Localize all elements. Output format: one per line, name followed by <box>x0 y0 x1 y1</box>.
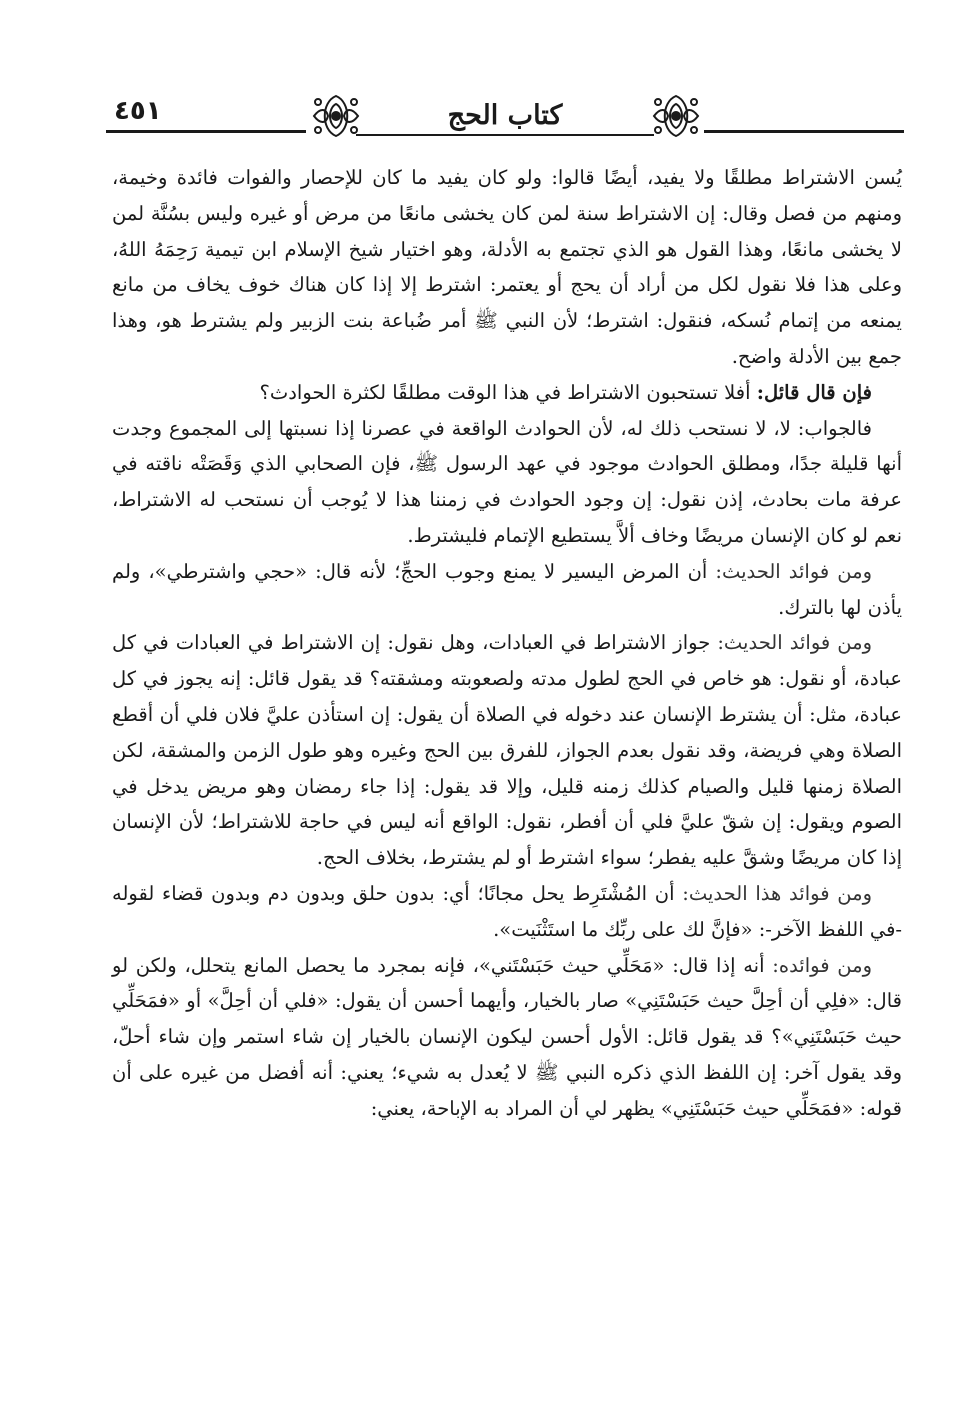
paragraph <box>112 160 902 375</box>
paragraph-text: أن المرض اليسير لا يمنع وجوب الحجِّ؛ لأنه قال: «حجي واشترطي»، ولم يأذن لها بالترك. <box>112 559 902 619</box>
page-number: ٤٥١ <box>114 96 162 126</box>
paragraph-text: أفلا تستحبون الاشتراط في هذا الوقت مطلقًا لكثرة الحوادث؟ <box>259 380 757 404</box>
page-title: كتاب الحج <box>447 100 563 131</box>
paragraph-lead: ومن فوائد الحديث: <box>717 631 872 655</box>
paragraph <box>112 625 902 876</box>
paragraph <box>112 948 902 1127</box>
paragraph-text: جواز الاشتراط في العبادات، وهل نقول: إن الاشتراط في العبادات في كل عبادة، أو نقول: هو خاص في الحج لطول مدته ولصعوبته ومشقته؟ قد يقول قائل: إنه يجوز في كل عبادة، مثل: أن يشترط الإنسان عند دخوله في الصلاة أن يقول: إن استأذن عليَّ فلان فلي أن أقطع الصلاة وهي فريضة، وقد نقول بعدم الجواز، للفرق بين الحج وغيره وهو طول الزمن والمشقة، لكن الصلاة زمنها قليل والصيام كذلك زمنه قليل، وإلا قد يقول: إذا جاء رمضان وهو مريض يدخل في الصوم ويقول: إن شقّ عليَّ فلي أن أفطر، نقول: الواقع أنه ليس في حاجة للاشتراط؛ لأن الإنسان إذا كان مريضًا وشقَّ عليه يفطر؛ سواء اشترط أو لم يشترط، بخلاف الحج. <box>112 631 902 870</box>
paragraph-lead: ومن فوائد هذا الحديث: <box>682 881 872 905</box>
paragraph-text: لا، لا نستحب ذلك له، لأن الحوادث الواقعة في عصرنا إذا نسبتها إلى المجموع وجدت أنها قليلة جدًا، ومطلق الحوادث موجود في عهد الرسول ﷺ، فإن الصحابي الذي وَقَصَتْه ناقته في عرفة مات بحادث، إذن نقول: إن وجود الحوادث في زمننا هذا لا يُوجب أن نستحب له الاشتراط، نعم لو كان الإنسان مريضًا وخاف ألاَّ يستطيع الإتمام فليشترط. <box>112 416 902 547</box>
header-rule-middle <box>356 134 654 136</box>
paragraph-lead: فالجواب: <box>797 416 872 440</box>
paragraph <box>112 554 902 626</box>
paragraph-text: أن المُشْتَرِط يحل مجانًا؛ أي: بدون حلق وبدون دم وبدون قضاء لقوله -في اللفظ الآخر-: «فإنَّ لك على ربِّك ما استَثْنَيت». <box>112 881 902 941</box>
paragraph-text: أنه إذا قال: «مَحَلِّي حيث حَبَسْتَني»، فإنه بمجرد ما يحصل المانع يتحلل، ولكن لو قال: «فلِي أن أحِلَّ حيث حَبَسْتَنِي» صار بالخيار، وأيهما أحسن أن يقول: «فلي أن أحِلَّ» أو «فمَحَلِّي حيث حَبَسْتَنِي»؟ قد يقول قائل: الأول أحسن ليكون الإنسان بالخيار إن شاء استمر وإن شاء أحلّ، وقد يقول آخر: إن اللفظ الذي ذكره النبي ﷺ لا يُعدل به شيء؛ يعني: أنه أفضل من غيره على أن قوله: «فمَحَلِّي حيث حَبَسْتَنِي» يظهر لي أن المراد به الإباحة، يعني: <box>112 953 902 1120</box>
paragraph <box>112 375 902 411</box>
paragraph-lead: فإن قال قائل: <box>756 380 872 404</box>
paragraph-lead: ومن فوائده: <box>772 953 872 977</box>
paragraph <box>112 876 902 948</box>
page-header <box>106 88 904 150</box>
page-body <box>112 160 902 1127</box>
paragraph-lead: ومن فوائد الحديث: <box>715 559 872 583</box>
ornament-left-icon <box>306 92 366 140</box>
ornament-right-icon <box>646 92 706 140</box>
header-rule-left <box>106 130 306 133</box>
paragraph <box>112 411 902 554</box>
paragraph-text: يُسن الاشتراط مطلقًا ولا يفيد، أيضًا قالوا: ولو كان يفيد ما كان للإحصار والفوات فائدة وخيمة، ومنهم من فصل وقال: إن الاشتراط سنة لمن كان يخشى مانعًا من مرض أو غيره وليس بسُنَّة لمن لا يخشى مانعًا، وهذا القول هو الذي تجتمع به الأدلة، وهو اختيار شيخ الإسلام ابن تيمية رَحِمَهُ اللهُ، وعلى هذا فلا نقول لكل من أراد أن يحج أو يعتمر: اشترط إلا إذا كان هناك خوف يخاف من مانع يمنعه من إتمام نُسكه، فنقول: اشترط؛ لأن النبي ﷺ أمر ضُباعة بنت الزبير ولم يشترط هو، وهذا جمع بين الأدلة واضح. <box>112 166 902 368</box>
header-rule-right <box>704 130 904 133</box>
